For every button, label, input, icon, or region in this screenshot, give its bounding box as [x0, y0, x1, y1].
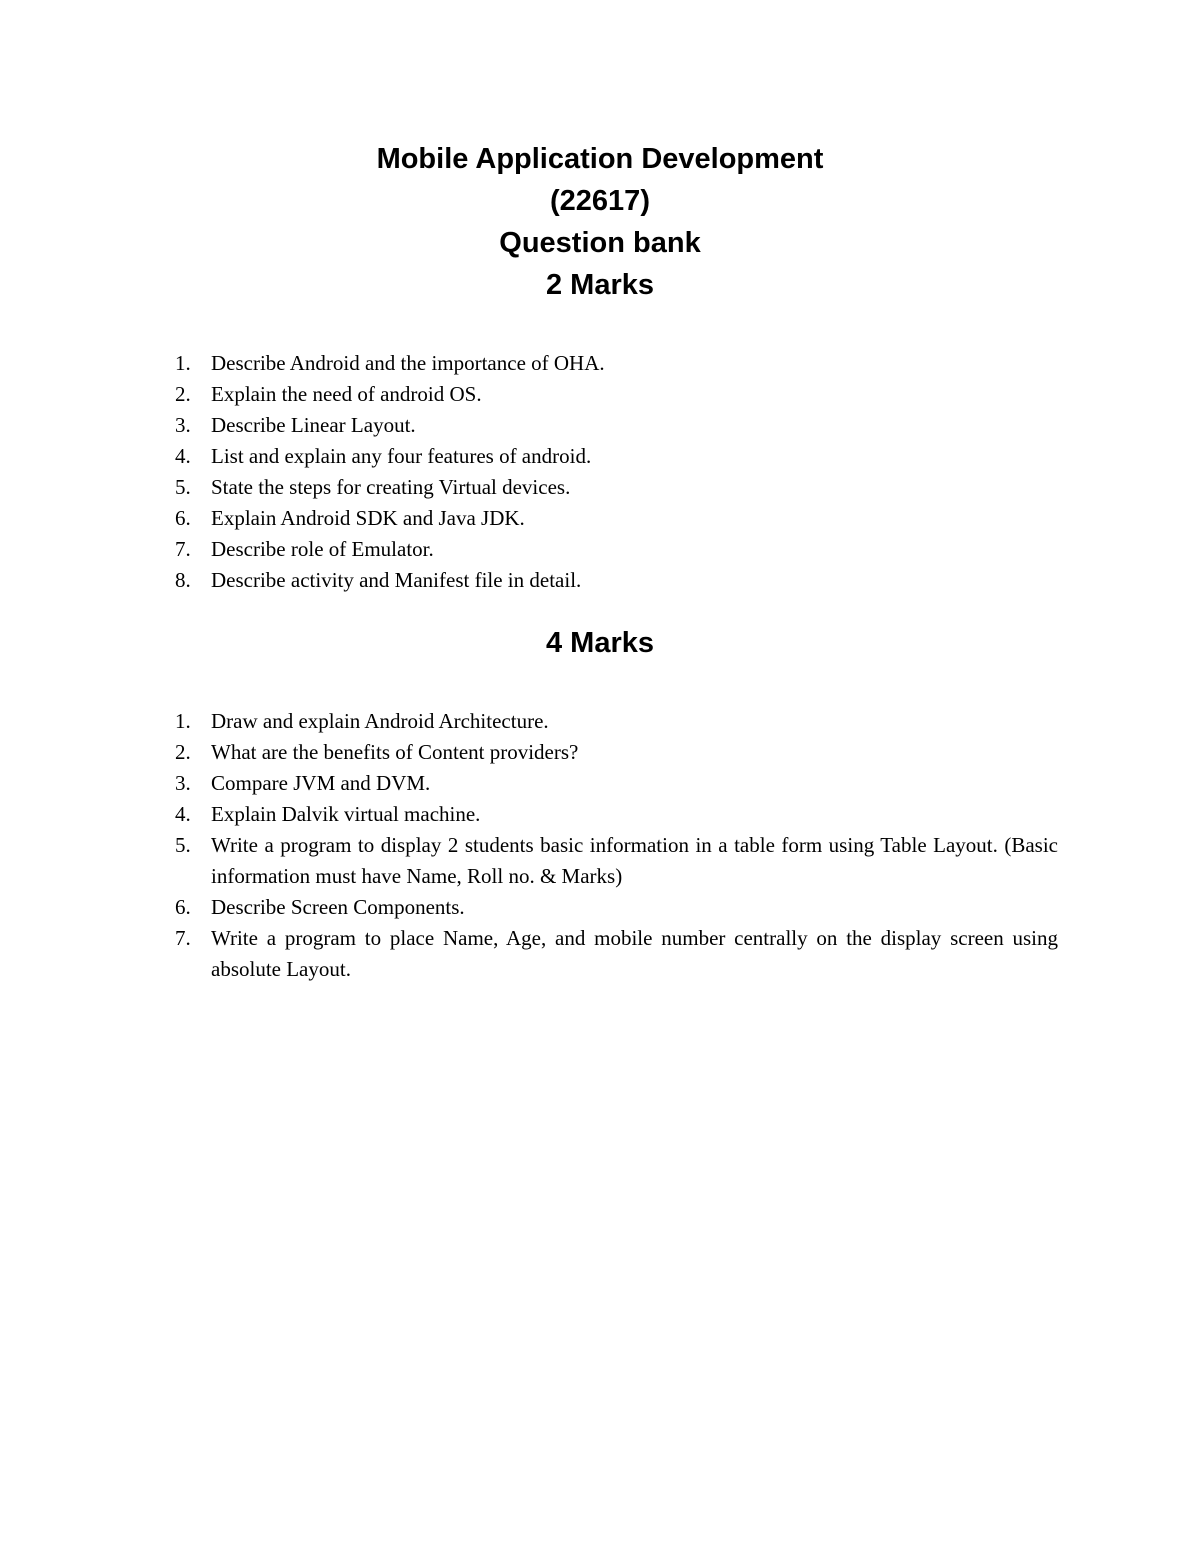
title-block — [0, 138, 1200, 306]
list-item — [170, 830, 1058, 892]
question-text: Compare JVM and DVM. — [211, 771, 431, 795]
question-text: Describe activity and Manifest file in detail. — [211, 568, 582, 592]
question-text: Write a program to place Name, Age, and mobile number centrally on the display screen using absolute Layout. — [211, 926, 1058, 981]
question-number: 2. — [175, 740, 191, 764]
question-text: State the steps for creating Virtual devices. — [211, 475, 571, 499]
question-text: Describe Android and the importance of OHA. — [211, 351, 605, 375]
question-number: 5. — [175, 475, 191, 499]
section-heading-4-marks: 4 Marks — [545, 627, 654, 659]
question-text: Write a program to display 2 students basic information in a table form using Table Layout. (Basic information must have Name, Roll no. & Marks) — [211, 833, 1058, 888]
question-text: Explain Dalvik virtual machine. — [211, 802, 481, 826]
question-number: 7. — [175, 537, 191, 561]
question-text: Draw and explain Android Architecture. — [211, 709, 549, 733]
list-item — [170, 472, 1058, 503]
question-number: 1. — [175, 351, 191, 375]
question-text: Describe Screen Components. — [211, 895, 465, 919]
question-text: Explain Android SDK and Java JDK. — [211, 506, 525, 530]
document-title: Mobile Application Development — [376, 143, 824, 175]
list-item — [170, 768, 1058, 799]
question-number: 1. — [175, 709, 191, 733]
list-item — [170, 565, 1058, 596]
question-text: List and explain any four features of android. — [211, 444, 592, 468]
question-list-2-marks — [170, 348, 1058, 596]
question-number: 4. — [175, 444, 191, 468]
list-item — [170, 503, 1058, 534]
question-number: 3. — [175, 413, 191, 437]
question-number: 6. — [175, 895, 191, 919]
list-item — [170, 737, 1058, 768]
question-list-4-marks — [170, 706, 1058, 985]
list-item — [170, 534, 1058, 565]
question-number: 2. — [175, 382, 191, 406]
question-text: What are the benefits of Content providers? — [211, 740, 579, 764]
list-item — [170, 441, 1058, 472]
list-item — [170, 379, 1058, 410]
list-item — [170, 799, 1058, 830]
question-text: Describe Linear Layout. — [211, 413, 416, 437]
question-number: 6. — [175, 506, 191, 530]
section-heading-2-marks: 2 Marks — [545, 269, 654, 301]
question-text: Explain the need of android OS. — [211, 382, 482, 406]
question-number: 5. — [175, 833, 191, 857]
question-number: 3. — [175, 771, 191, 795]
list-item — [170, 348, 1058, 379]
question-number: 4. — [175, 802, 191, 826]
list-item — [170, 706, 1058, 737]
course-code: (22617) — [550, 185, 650, 217]
list-item — [170, 410, 1058, 441]
question-number: 8. — [175, 568, 191, 592]
list-item — [170, 892, 1058, 923]
list-item — [170, 923, 1058, 985]
question-text: Describe role of Emulator. — [211, 537, 434, 561]
question-number: 7. — [175, 926, 191, 950]
document-subtitle: Question bank — [499, 227, 701, 259]
